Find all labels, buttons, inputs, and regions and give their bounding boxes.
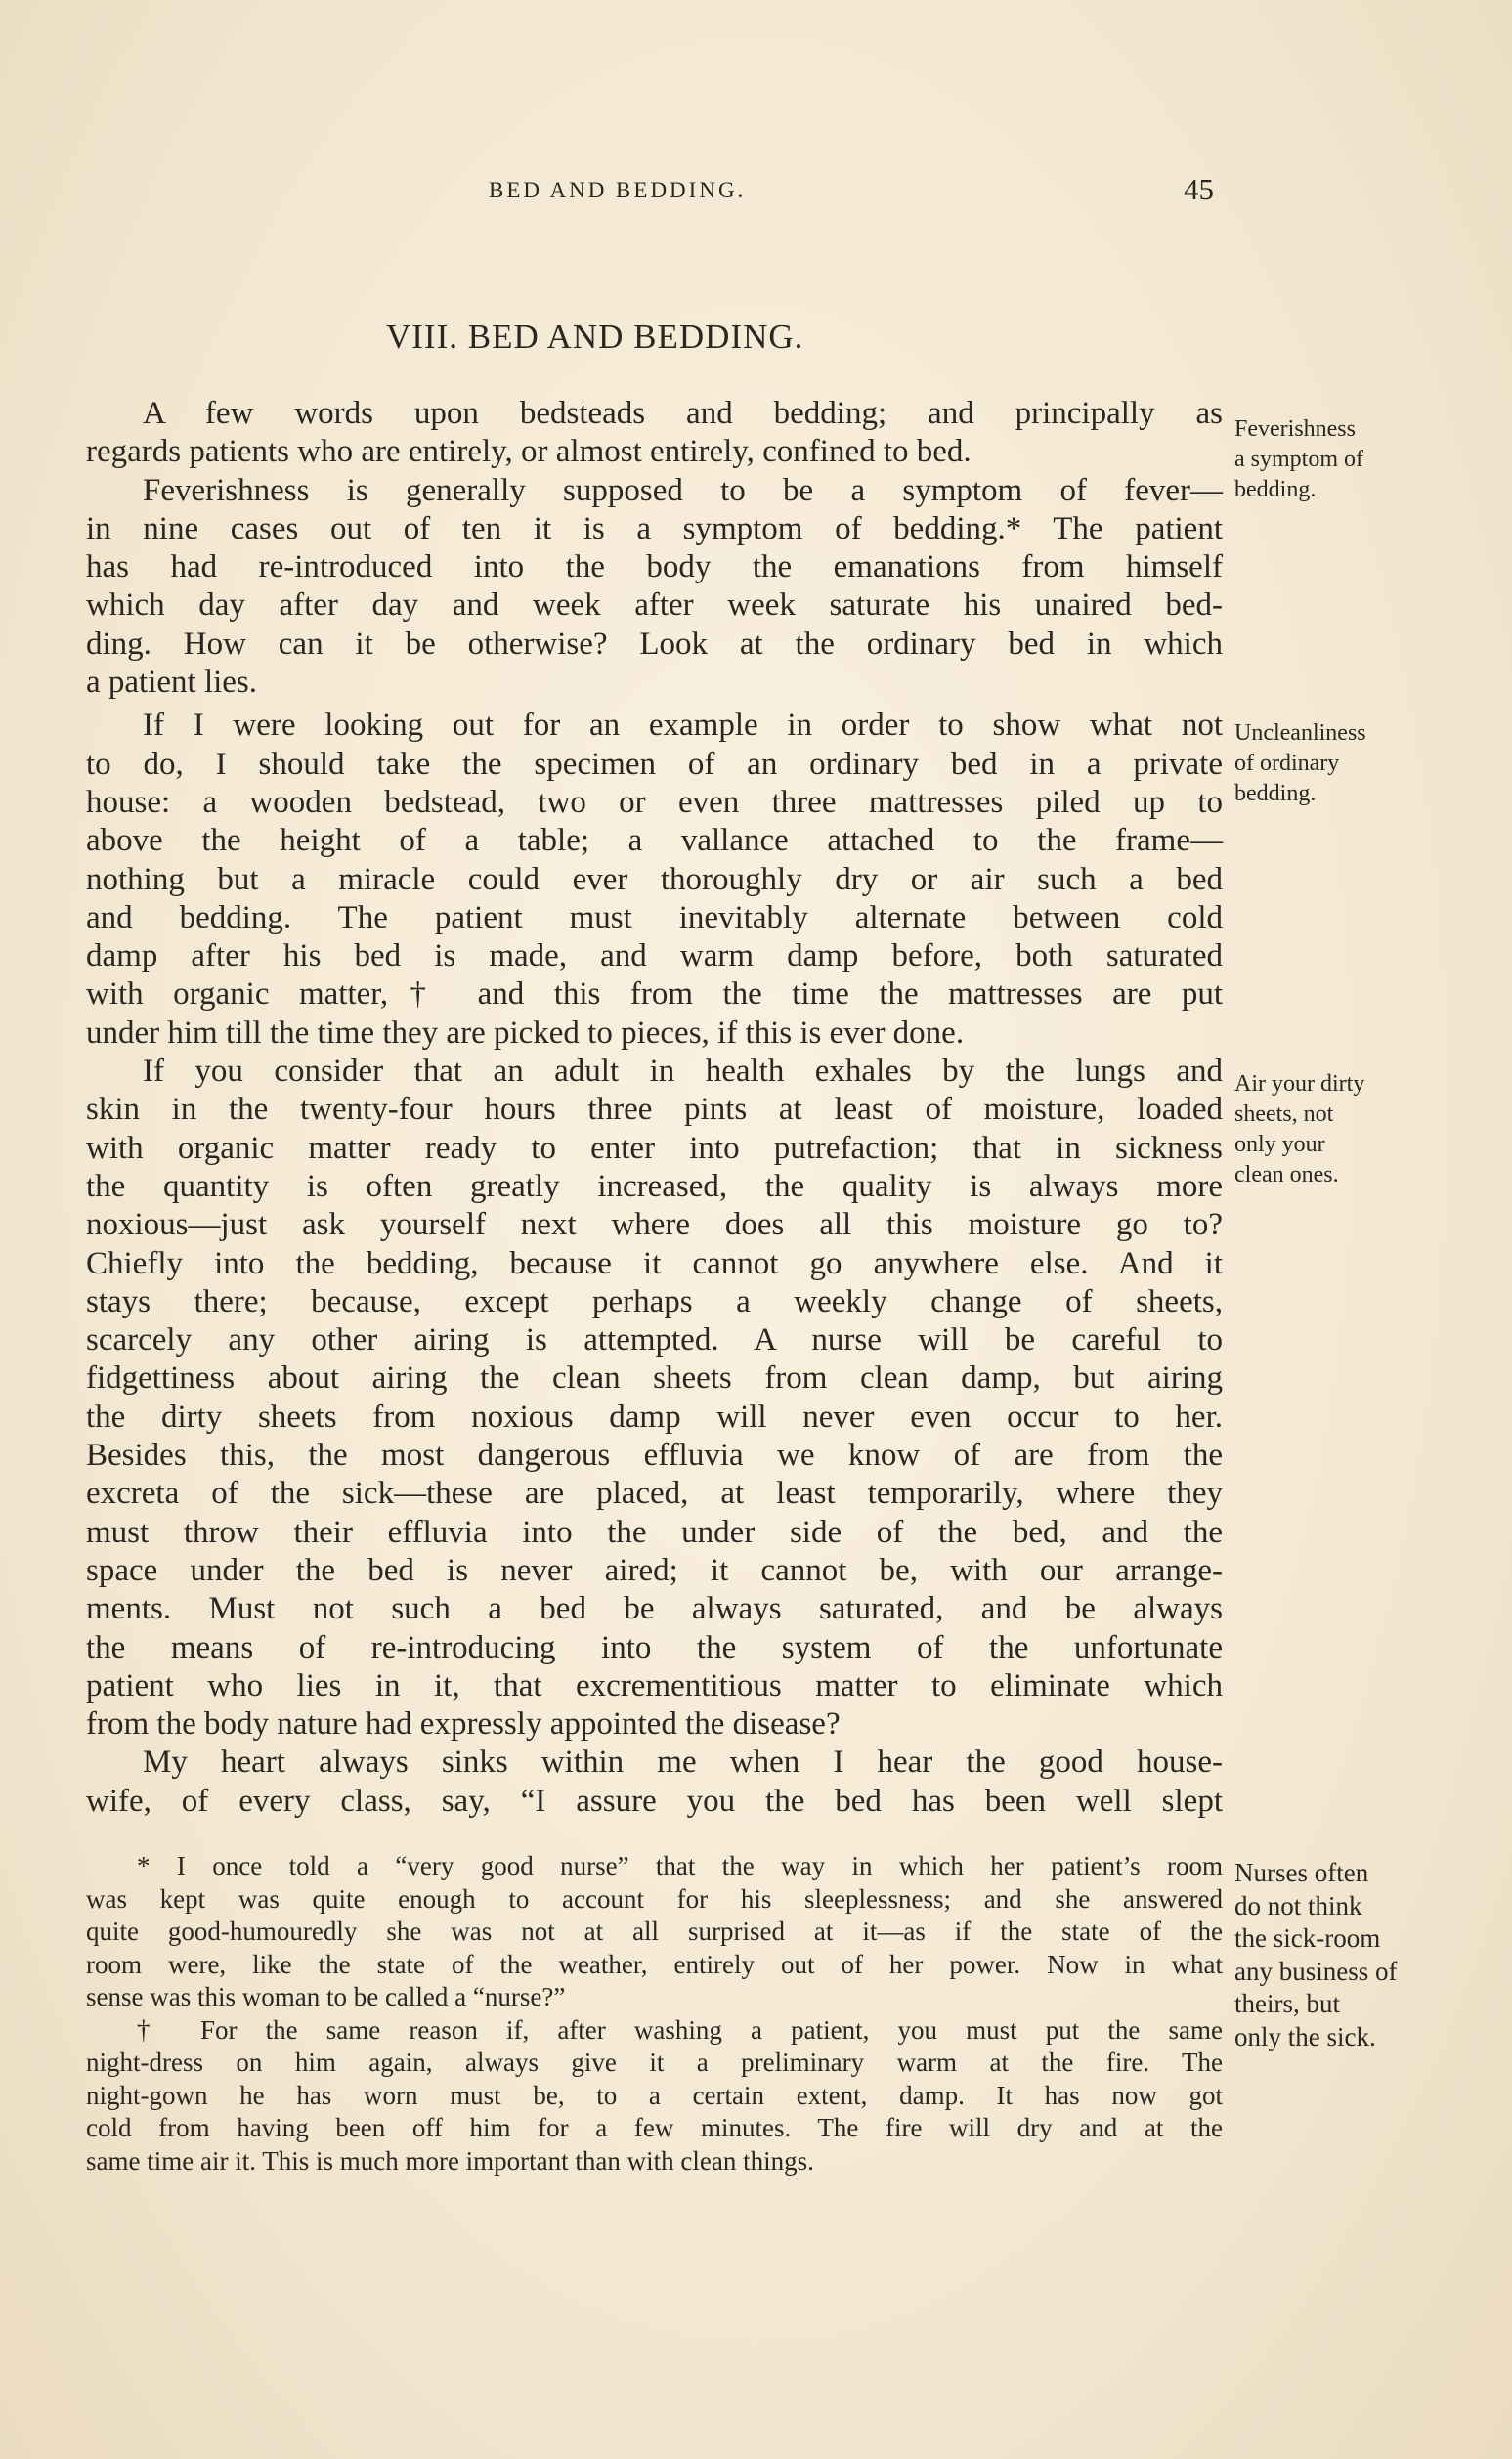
body-line: a patient lies.: [86, 665, 258, 701]
body-line: patient who lies in it, that excrementitious matter to eliminate which: [86, 1667, 1223, 1704]
body-line: regards patients who are entirely, or almost entirely, confined to bed.: [86, 434, 972, 470]
body-line: stays there; because, except perhaps a weekly change of sheets,: [86, 1283, 1223, 1319]
body-line: and bedding. The patient must inevitably alternate between cold: [86, 899, 1223, 935]
body-line: to do, I should take the specimen of an ordinary bed in a private: [86, 746, 1223, 782]
sidenote-feverishness: [1234, 414, 1363, 505]
body-line: noxious—just ask yourself next where does all this moisture go to?: [86, 1207, 1223, 1243]
footnote-line: * I once told a “very good nurse” that the way in which her patient’s room: [137, 1851, 1223, 1880]
body-line: skin in the twenty-four hours three pints at least of moisture, loaded: [86, 1092, 1223, 1128]
body-line: scarcely any other airing is attempted. A nurse will be careful to: [86, 1322, 1223, 1359]
footnote-line: † For the same reason if, after washing a patient, you must put the same: [137, 2014, 1223, 2045]
body-line: the means of re-introducing into the system of the unfortunate: [86, 1629, 1223, 1665]
body-line: My heart always sinks within me when I hear the good house-: [143, 1745, 1223, 1781]
footnote-line: quite good-humouredly she was not at all surprised at it—as if the state of the: [86, 1917, 1223, 1946]
body-line: damp after his bed is made, and warm damp before, both saturated: [86, 938, 1223, 974]
body-line: from the body nature had expressly appointed the disease?: [86, 1706, 841, 1743]
sidenote-text: Feverishness a symptom of bedding.: [1234, 416, 1363, 502]
body-line: Besides this, the most dangerous effluvia we know of are from the: [86, 1438, 1223, 1474]
footnote-line: room were, like the state of the weather, entirely out of her power. Now in what: [86, 1949, 1223, 1979]
body-line: with organic matter,† and this from the time the mattresses are put: [86, 976, 1223, 1013]
body-line: above the height of a table; a vallance attached to the frame—: [86, 823, 1223, 859]
body-line: fidgettiness about airing the clean sheets from clean damp, but airing: [86, 1360, 1223, 1397]
body-line: in nine cases out of ten it is a symptom of bedding.* The patient: [86, 510, 1223, 546]
body-line: nothing but a miracle could ever thoroughly dry or air such a bed: [86, 861, 1223, 897]
body-line: wife, of every class, say, “I assure you the bed has been well slept: [86, 1783, 1223, 1819]
footnote-line: was kept was quite enough to account for his sleeplessness; and she answered: [86, 1883, 1223, 1914]
body-line: If I were looking out for an example in order to show what not: [143, 708, 1223, 744]
body-line: Chiefly into the bedding, because it cannot go anywhere else. And it: [86, 1245, 1223, 1281]
chapter-title: VIII. BED AND BEDDING.: [386, 318, 804, 356]
sidenote-text: Uncleanliness of ordinary bedding.: [1234, 720, 1366, 806]
footnote-line: night-gown he has worn must be, to a certain extent, damp. It has now got: [86, 2080, 1223, 2110]
body-line: must throw their effluvia into the under side of the bed, and the: [86, 1514, 1223, 1550]
footnote-line: cold from having been off him for a few minutes. The fire will dry and at the: [86, 2113, 1223, 2142]
sidenote-uncleanliness: [1234, 718, 1366, 809]
body-line: If you consider that an adult in health exhales by the lungs and: [143, 1054, 1223, 1090]
body-line: which day after day and week after week saturate his unaired bed-: [86, 587, 1223, 624]
body-line: with organic matter ready to enter into putrefaction; that in sickness: [86, 1130, 1223, 1166]
body-text: [86, 395, 1223, 1821]
running-head: BED AND BEDDING.: [489, 178, 747, 202]
body-line: house: a wooden bedstead, two or even three mattresses piled up to: [86, 784, 1223, 820]
body-line: the dirty sheets from noxious damp will never even occur to her.: [86, 1399, 1223, 1435]
body-line: ding. How can it be otherwise? Look at the ordinary bed in which: [86, 626, 1223, 662]
body-line: the quantity is often greatly increased, the quality is always more: [86, 1168, 1223, 1204]
body-line: space under the bed is never aired; it cannot be, with our arrange-: [86, 1552, 1223, 1588]
footnote-line: night-dress on him again, always give it a preliminary warm at the fire. The: [86, 2048, 1223, 2077]
sidenote-text: Air your dirty sheets, not only your clean ones.: [1234, 1071, 1365, 1187]
sidenote-air-sheets: [1234, 1069, 1364, 1190]
sidenote-nurses: [1234, 1857, 1397, 2053]
body-line: A few words upon bedsteads and bedding; and principally as: [143, 396, 1223, 431]
body-line: excreta of the sick—these are placed, at least temporarily, where they: [86, 1476, 1223, 1512]
body-line: under him till the time they are picked to pieces, if this is ever done.: [86, 1014, 965, 1051]
body-line: has had re-introduced into the body the emanations from himself: [86, 549, 1223, 585]
body-line: Feverishness is generally supposed to be a symptom of fever—: [143, 472, 1223, 508]
footnote-line: same time air it. This is much more important than with clean things.: [86, 2145, 814, 2176]
page-number: 45: [1184, 172, 1214, 206]
footnote-line: sense was this woman to be called a “nurse?”: [86, 1982, 566, 2011]
sidenote-text: Nurses often do not think the sick-room any business of theirs, but only the sick.: [1234, 1858, 1398, 2051]
footnotes: [86, 1850, 1223, 2178]
body-line: ments. Must not such a bed be always saturated, and be always: [86, 1591, 1223, 1627]
